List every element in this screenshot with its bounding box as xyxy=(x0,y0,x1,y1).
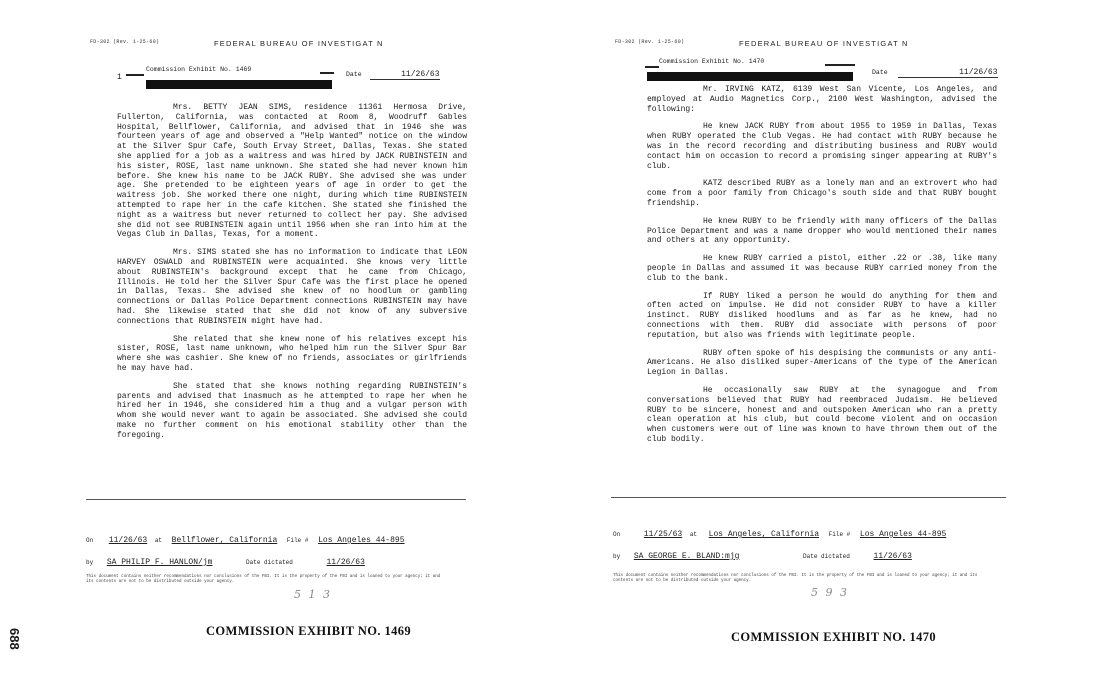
exhibit-reference: Commission Exhibit No. 1469 xyxy=(146,66,252,73)
dictated-label: Date dictated xyxy=(246,559,293,566)
report-date xyxy=(346,70,440,80)
redaction-line xyxy=(645,66,659,68)
interview-date: 11/26/63 xyxy=(108,536,148,545)
page-marker: 1 xyxy=(117,73,122,82)
bureau-header: FEDERAL BUREAU OF INVESTIGAT N xyxy=(739,39,909,48)
file-number: Los Angeles 44-895 xyxy=(318,536,405,545)
dictated-date: 11/26/63 xyxy=(873,552,912,561)
paragraph: He knew RUBY carried a pistol, either .22 or .38, like many people in Dallas and assumed it was because RUBY carried money from the club to the bank. xyxy=(647,254,997,283)
handwritten-initials: 5 9 3 xyxy=(811,586,849,599)
interview-line xyxy=(86,536,405,545)
form-number: FD-302 (Rev. 1-25-60) xyxy=(90,39,160,45)
agent-name: SA GEORGE E. BLAND:mjg xyxy=(633,552,740,561)
paragraph: RUBY often spoke of his despising the communists or any anti-Americans. He also disliked super-Americans of the type of the American Legion in Dallas. xyxy=(647,348,997,378)
file-label: File # xyxy=(286,537,309,544)
interview-location: Bellflower, California xyxy=(171,536,278,545)
form-number: FD-302 (Rev. 1-25-60) xyxy=(615,39,685,45)
date-value: 11/26/63 xyxy=(401,70,440,79)
paragraph: He knew RUBY to be friendly with many officers of the Dallas Police Department and was a name dropper who would mentioned their names and others at any opportunity. xyxy=(647,216,997,246)
by-label: by xyxy=(86,559,94,566)
exhibit-caption: COMMISSION EXHIBIT NO. 1470 xyxy=(731,630,937,644)
at-label: at xyxy=(689,531,698,538)
report-body xyxy=(117,103,467,449)
date-value: 11/26/63 xyxy=(959,68,998,77)
paragraph: He knew JACK RUBY from about 1955 to 1959 in Dallas, Texas when RUBY operated the Club Vegas. He had contact with RUBY because he was in the record recording and distributing business and RUBY would contact him on occasion to record a promising singer appearing at RUBY's club. xyxy=(647,122,997,171)
paragraph: If RUBY liked a person he would do anything for them and often acted on impulse. He did not consider RUBY to have a killer instinct. RUBY disliked hoodlums and as far as he knew, had no connections with them. RUBY did associate with persons of poor reputation, but also was friends with legitimate people. xyxy=(647,291,997,340)
report-body xyxy=(647,85,997,453)
paragraph: He occasionally saw RUBY at the synagogue and from conversations believed that RUBY had reembraced Judaism. He believed RUBY to be sincere, honest and and outspoken American who ran a pretty clean operation at his club, but could become violent and on occasion when customers were out of line was known to have thrown them out of the club bodily. xyxy=(647,385,997,444)
on-label: On xyxy=(86,537,94,544)
agent-line xyxy=(613,552,912,561)
paragraph: Mrs. BETTY JEAN SIMS, residence 11361 Hermosa Drive, Fullerton, California, was contacted at Room 8, Woodruff Gables Hospital, Bellflower, California, and advised that in 1946 she was fourteen years of age and observed a "Help Wanted" notice on the window at the Silver Spur Cafe, South Ervay Street, Dallas, Texas. She stated she applied for a job as a waitress and was hired by JACK RUBINSTEIN and his sister, ROSE, last name unknown. She stated she had never known him before. She knew his name to be JACK RUBY. She advised she was under age. She pretended to be eighteen years of age in order to get the waitress job. She worked there one night, during which time RUBINSTEIN attempted to rape her in the cafe kitchen. She stated she finished the night as a waitress but never returned to collect her pay. She advised she did not see RUBINSTEIN again until 1956 when she ran into him at the Vegas Club in Dallas, Texas, for a moment. xyxy=(117,103,467,240)
on-label: On xyxy=(613,531,621,538)
at-label: at xyxy=(154,537,163,544)
date-label: Date xyxy=(346,71,362,78)
fbi-disclaimer: This document contains neither recommendations nor conclusions of the FBI. It is the property of the FBI and is loaned to your agency; it and its contents are not to be distributed outside your agency. xyxy=(613,574,978,583)
dictated-label: Date dictated xyxy=(803,553,850,560)
redaction-bar xyxy=(647,72,853,81)
divider xyxy=(86,499,466,500)
dictated-date: 11/26/63 xyxy=(326,558,365,567)
agent-name: SA PHILIP F. HANLON/jm xyxy=(106,558,213,567)
file-number: Los Angeles 44-895 xyxy=(859,530,947,539)
date-label: Date xyxy=(872,69,888,76)
redaction-line xyxy=(126,74,144,76)
interview-location: Los Angeles, California xyxy=(708,530,820,539)
fbi-disclaimer: This document contains neither recommendations nor conclusions of the FBI. It is the property of the FBI and is loaned to your agency; it and its contents are not to be distributed outside your agency. xyxy=(86,575,441,584)
paragraph: She related that she knew none of his relatives except his sister, ROSE, last name unknown, who helped him run the Silver Spur Bar where she was cashier. She knew of no friends, associates or girlfriends he may have had. xyxy=(117,334,467,373)
bureau-header: FEDERAL BUREAU OF INVESTIGAT N xyxy=(214,39,384,48)
page-number: 688 xyxy=(7,628,22,650)
redaction-line xyxy=(320,72,334,74)
by-label: by xyxy=(613,553,621,560)
divider xyxy=(611,497,1006,498)
exhibit-caption: COMMISSION EXHIBIT NO. 1469 xyxy=(206,624,412,638)
exhibit-reference: Commission Exhibit No. 1470 xyxy=(659,58,765,65)
handwritten-initials: 5 1 3 xyxy=(294,588,332,601)
redaction-bar xyxy=(146,80,332,89)
paragraph: Mr. IRVING KATZ, 6139 West San Vicente, Los Angeles, and employed at Audio Magnetics Corp., 2100 West Washington, advised the following: xyxy=(647,85,997,114)
paragraph: Mrs. SIMS stated she has no information to indicate that LEON HARVEY OSWALD and RUBINSTEIN were acquainted. She knows very little about RUBINSTEIN's background except that he came from Chicago, Illinois. He told her the Silver Spur Cafe was the first place he opened in Dallas, Texas. She advised she knew of no hoodlum or gambling connections or Dallas Police Department connections RUBINSTEIN may have had. She likewise stated that she did not know of any subversive connections that RUBINSTEIN might have had. xyxy=(117,248,467,326)
file-label: File # xyxy=(828,531,851,538)
report-date xyxy=(872,68,998,78)
interview-line xyxy=(613,530,946,539)
paragraph: KATZ described RUBY as a lonely man and an extrovert who had come from a poor family from Chicago's south side and that RUBY bought friendship. xyxy=(647,179,997,208)
agent-line xyxy=(86,558,365,567)
redaction-line xyxy=(825,64,855,66)
paragraph: She stated that she knows nothing regarding RUBINSTEIN's parents and advised that inasmuch as he attempted to rape her when he hired her in 1946, she considered him a thug and a vulgar person with whom she would never want to again be associated. She advised she could make no further comment on his emotional stability other than the foregoing. xyxy=(117,381,467,440)
exhibit-1470-page xyxy=(547,0,1094,691)
interview-date: 11/25/63 xyxy=(643,530,683,539)
